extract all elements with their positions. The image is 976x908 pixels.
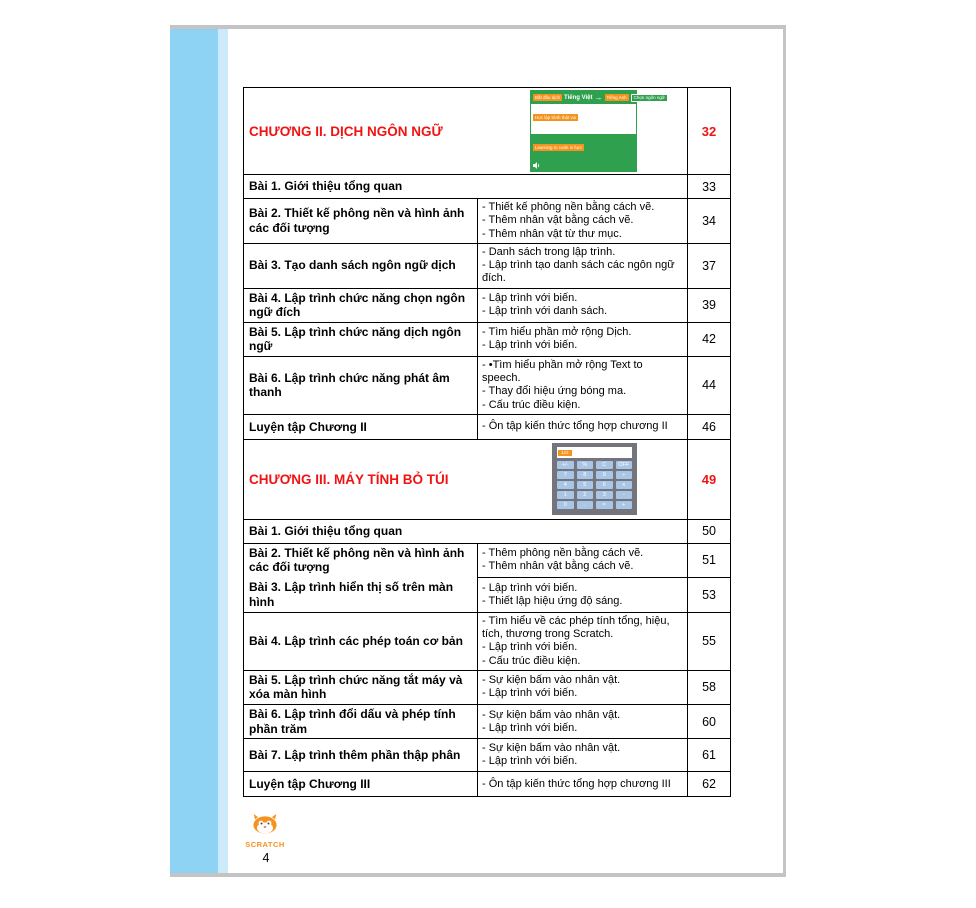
lesson-title-cell: Bài 4. Lập trình các phép toán cơ bản: [244, 613, 478, 671]
toc-row: [244, 175, 731, 199]
toc-row: [244, 705, 731, 739]
lesson-desc-cell: [478, 613, 688, 671]
toc-row: [244, 739, 731, 772]
lesson-desc-line: - Cấu trúc điều kiện.: [482, 398, 581, 411]
translator-input-area: [531, 104, 636, 134]
calculator-display: [557, 447, 632, 458]
lesson-desc-line: - Danh sách trong lập trình.: [482, 246, 616, 258]
calculator-key: 6: [596, 481, 613, 489]
scratch-cat-icon: [248, 813, 282, 837]
toc-row: [244, 414, 731, 439]
toc-row: [244, 772, 731, 797]
lesson-title-cell: Bài 6. Lập trình chức năng phát âm thanh: [244, 357, 478, 415]
input-text-tag: Học lập trình thật vui: [535, 115, 577, 120]
lesson-title-cell: Bài 7. Lập trình thêm phần thập phân: [244, 739, 478, 772]
calculator-key: ÷: [616, 471, 633, 479]
chapter-header-row: [244, 88, 731, 175]
lesson-desc-cell: [478, 244, 688, 289]
lesson-title-cell: Bài 4. Lập trình chức năng chọn ngôn ngữ đích: [244, 288, 478, 322]
toc-row: [244, 199, 731, 244]
lesson-desc-cell: [478, 705, 688, 739]
lesson-desc-line: - •Tìm hiểu phần mở rộng Text to speech.: [482, 359, 643, 385]
lesson-desc-line: - Sự kiện bấm vào nhân vật.: [482, 708, 621, 721]
lesson-desc-line: - Thêm nhân vật từ thư mục.: [482, 227, 622, 240]
lesson-desc-cell: [478, 288, 688, 322]
lesson-page-number: 46: [688, 414, 731, 439]
toc-row: [244, 543, 731, 577]
source-language-label: Tiếng Việt: [564, 94, 593, 101]
calculator-key: =: [596, 501, 613, 509]
choose-language-button: Chọn ngôn ngữ: [631, 94, 668, 102]
calculator-key: x: [616, 481, 633, 489]
lesson-title-cell: Bài 2. Thiết kế phông nền và hình ảnh các đối tượng: [244, 543, 478, 577]
calculator-key: 3: [596, 491, 613, 499]
lesson-page-number: 44: [688, 357, 731, 415]
lesson-desc-line: - Tìm hiểu phần mở rộng Dịch.: [482, 326, 632, 339]
lesson-page-number: 37: [688, 244, 731, 289]
toc-row: [244, 578, 731, 613]
toc-row: [244, 357, 731, 415]
book-page: [170, 25, 786, 877]
toc-row: [244, 519, 731, 543]
chapter-header-content: [244, 88, 687, 174]
lesson-desc-line: - Tìm hiểu về các phép tính tổng, hiệu, tích, thương trong Scratch.: [482, 615, 670, 641]
lesson-page-number: 51: [688, 543, 731, 577]
lesson-desc-line: - Lập trình với biến.: [482, 581, 578, 594]
calculator-key: C: [596, 461, 613, 469]
lesson-page-number: 58: [688, 670, 731, 704]
lesson-desc-cell: [478, 670, 688, 704]
calculator-key: 2: [577, 491, 594, 499]
lesson-desc-cell: [478, 199, 688, 244]
toc-row: [244, 288, 731, 322]
lesson-title-cell: Luyện tập Chương II: [244, 414, 478, 439]
lesson-page-number: 34: [688, 199, 731, 244]
calculator-key: 4: [557, 481, 574, 489]
translate-start-button: Bắt đầu dịch: [535, 95, 561, 100]
calculator-key: 9: [596, 471, 613, 479]
calculator-display-badge: 123: [558, 450, 572, 456]
lesson-title-cell: Bài 5. Lập trình chức năng tắt máy và xóa màn hình: [244, 670, 478, 704]
lesson-title-cell: Bài 1. Giới thiệu tổng quan: [244, 175, 688, 199]
translator-slot: [530, 90, 665, 172]
lesson-page-number: 39: [688, 288, 731, 322]
lesson-desc-line: - Lập trình với biến.: [482, 687, 578, 700]
toc-row: [244, 244, 731, 289]
calculator-key: .: [577, 501, 594, 509]
toc-row: [244, 613, 731, 671]
lesson-page-number: 60: [688, 705, 731, 739]
lesson-desc-line: - Thay đổi hiệu ứng bóng ma.: [482, 385, 627, 398]
chapter-header-row: [244, 439, 731, 519]
output-text-tag: Learning to code is fun!: [535, 145, 582, 150]
translator-output-area: [531, 134, 636, 171]
calculator-key: -: [616, 491, 633, 499]
lesson-page-number: 62: [688, 772, 731, 797]
calculator-slot: [552, 443, 637, 515]
lesson-desc-line: - Lập trình với biến.: [482, 641, 578, 654]
page-footer: [240, 813, 360, 865]
chapter-title: CHƯƠNG II. DỊCH NGÔN NGỮ: [249, 123, 443, 139]
lesson-desc-line: - Lập trình với biến.: [482, 292, 578, 304]
chapter-title: CHƯƠNG III. MÁY TÍNH BỎ TÚI: [249, 471, 449, 487]
page-margin-stripe: [170, 29, 218, 873]
calculator-key: +: [616, 501, 633, 509]
lesson-desc-cell: [478, 772, 688, 797]
lesson-desc-line: - Thêm phông nền bằng cách vẽ.: [482, 547, 644, 560]
lesson-desc-line: - Sự kiện bấm vào nhân vật.: [482, 674, 621, 687]
calculator-key: +/-: [557, 461, 574, 469]
lesson-desc-line: - Thêm nhân vật bằng cách vẽ.: [482, 214, 634, 227]
lesson-desc-cell: [478, 739, 688, 772]
lesson-desc-line: - Cấu trúc điều kiện.: [482, 654, 581, 667]
lesson-desc-cell: [478, 322, 688, 356]
lesson-desc-line: - Ôn tập kiến thức tổng hợp chương II: [482, 420, 668, 433]
translator-image: [530, 90, 665, 172]
lesson-title-cell: Bài 3. Lập trình hiển thị số trên màn hình: [244, 578, 478, 613]
lesson-desc-cell: [478, 578, 688, 613]
lesson-desc-cell: [478, 357, 688, 415]
calculator-key: 5: [577, 481, 594, 489]
arrow-icon: →: [594, 92, 603, 102]
page-number: 4: [262, 851, 270, 865]
lesson-desc-line: - Sự kiện bấm vào nhân vật.: [482, 742, 621, 755]
calculator-key: 0: [557, 501, 574, 509]
lesson-page-number: 61: [688, 739, 731, 772]
lesson-desc-line: - Ôn tập kiến thức tổng hợp chương III: [482, 777, 671, 790]
lesson-title-cell: Bài 5. Lập trình chức năng dịch ngôn ngữ: [244, 322, 478, 356]
toc-row: [244, 670, 731, 704]
lesson-page-number: 42: [688, 322, 731, 356]
lesson-page-number: 53: [688, 578, 731, 613]
lesson-desc-line: - Thêm nhân vật bằng cách vẽ.: [482, 560, 634, 573]
lesson-page-number: 33: [688, 175, 731, 199]
lesson-page-number: 50: [688, 519, 731, 543]
chapter-page-number: 49: [688, 439, 731, 519]
chapter-title-cell: [244, 88, 688, 175]
lesson-desc-line: - Lập trình với biến.: [482, 721, 578, 734]
lesson-desc-line: - Thiết kế phông nền bằng cách vẽ.: [482, 201, 655, 214]
calculator-keypad: [557, 461, 632, 509]
lesson-title-cell: Bài 6. Lập trình đổi dấu và phép tính phần trăm: [244, 705, 478, 739]
speaker-icon: [533, 156, 634, 174]
toc-table-body: [244, 88, 731, 797]
toc-row: [244, 322, 731, 356]
lesson-desc-line: - Thiết lập hiệu ứng độ sáng.: [482, 595, 623, 608]
lesson-desc-line: - Lập trình với biến.: [482, 339, 578, 352]
lesson-desc-line: - Lập trình tạo danh sách các ngôn ngữ đích.: [482, 259, 675, 285]
toc-table: [243, 87, 731, 797]
lesson-desc-line: - Lập trình với biến.: [482, 755, 578, 768]
lesson-title-cell: Bài 1. Giới thiệu tổng quan: [244, 519, 688, 543]
chapter-title-cell: [244, 439, 688, 519]
chapter-page-number: 32: [688, 88, 731, 175]
calculator-key: %: [577, 461, 594, 469]
scratch-logo: [240, 813, 290, 849]
lesson-title-cell: Bài 3. Tạo danh sách ngôn ngữ dịch: [244, 244, 478, 289]
calculator-image: [552, 443, 637, 515]
chapter-header-content: [244, 441, 687, 517]
lesson-title-cell: Luyện tập Chương III: [244, 772, 478, 797]
calculator-key: 7: [557, 471, 574, 479]
target-language-button: Tiếng Anh: [606, 95, 627, 100]
lesson-desc-cell: [478, 543, 688, 577]
calculator-key: 1: [557, 491, 574, 499]
lesson-desc-cell: [478, 414, 688, 439]
lesson-title-cell: Bài 2. Thiết kế phông nền và hình ảnh các đối tượng: [244, 199, 478, 244]
page-margin-stripe-light: [218, 29, 228, 873]
calculator-key: 8: [577, 471, 594, 479]
translator-toolbar: [531, 91, 665, 104]
calculator-key: OFF: [616, 461, 633, 469]
lesson-page-number: 55: [688, 613, 731, 671]
lesson-desc-line: - Lập trình với danh sách.: [482, 305, 608, 318]
logo-text: SCRATCH: [245, 840, 285, 849]
